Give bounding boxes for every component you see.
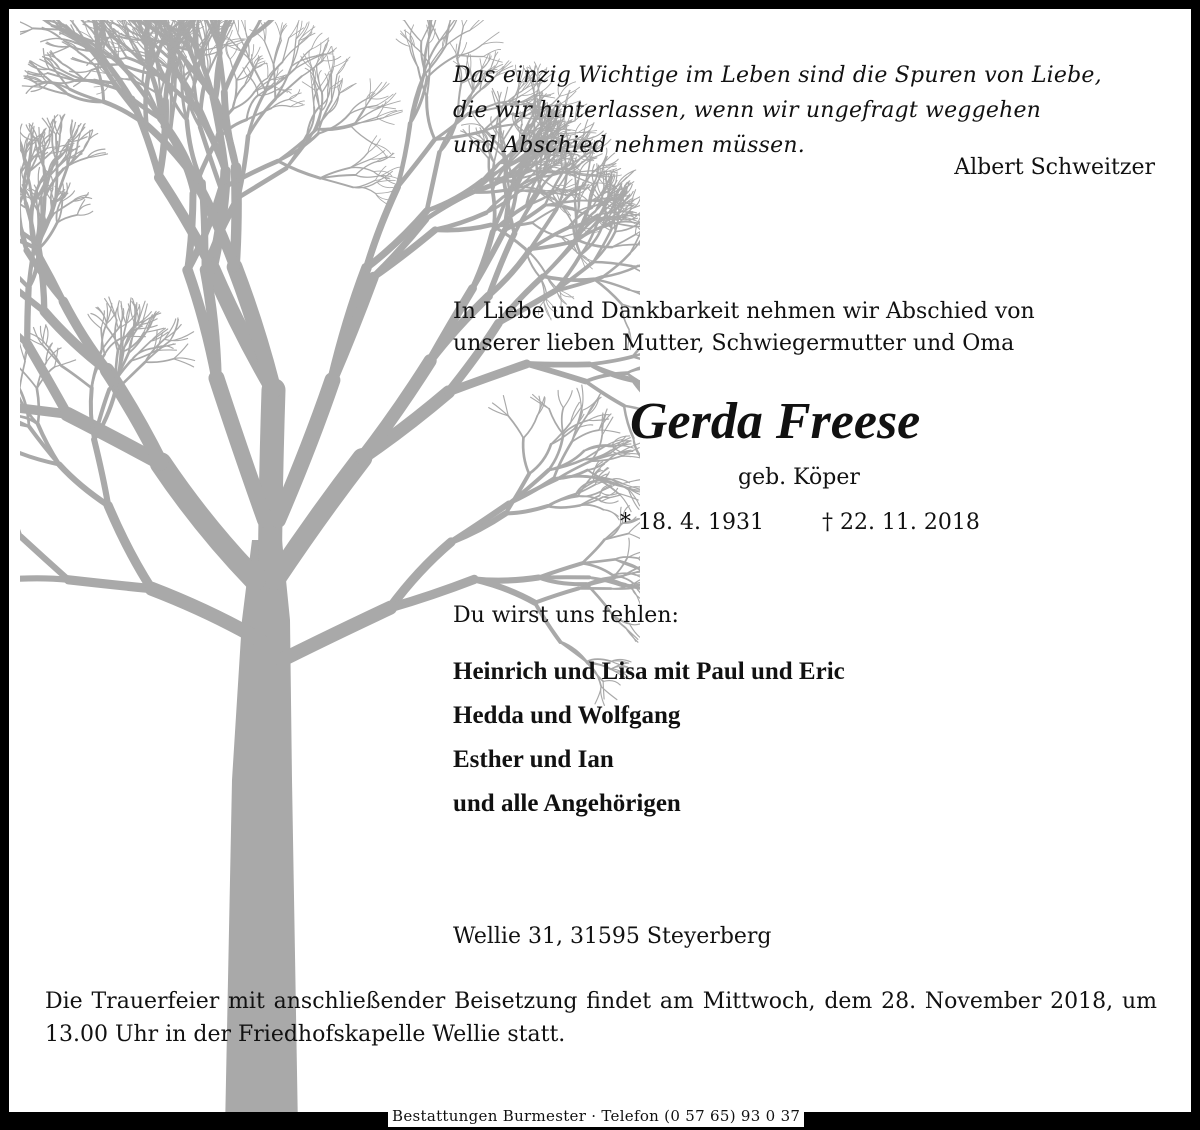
intro-line: In Liebe und Dankbarkeit nehmen wir Abschied von bbox=[453, 299, 1035, 324]
frame-top-border bbox=[0, 0, 1200, 9]
mourner-line: Esther und Ian bbox=[453, 746, 614, 773]
frame-right-border bbox=[1191, 0, 1200, 1130]
life-dates bbox=[620, 510, 980, 535]
funeral-home-footer: Bestattungen Burmester · Telefon (0 57 65) 93 0 37 bbox=[388, 1105, 804, 1127]
birth-date: * 18. 4. 1931 bbox=[620, 510, 764, 535]
funeral-service-notice: Die Trauerfeier mit anschließender Beisetzung findet am Mittwoch, dem 28. November 2018, um 13.00 Uhr in der Friedhofskapelle Wellie statt. bbox=[45, 989, 1157, 1047]
birth-name: geb. Köper bbox=[738, 465, 860, 490]
death-date: † 22. 11. 2018 bbox=[821, 510, 980, 535]
deceased-name: Gerda Freese bbox=[630, 393, 921, 450]
quote-line: die wir hinterlassen, wenn wir ungefragt weggehen bbox=[453, 98, 1042, 123]
quote-block bbox=[453, 58, 1173, 163]
mourner-line: und alle Angehörigen bbox=[453, 790, 681, 817]
mourners-heading: Du wirst uns fehlen: bbox=[453, 603, 679, 628]
intro-line: unserer lieben Mutter, Schwiegermutter und Oma bbox=[453, 331, 1015, 356]
mourner-line: Hedda und Wolfgang bbox=[453, 702, 681, 729]
frame-left-border bbox=[0, 0, 9, 1130]
quote-author: Albert Schweitzer bbox=[954, 155, 1155, 180]
quote-line: und Abschied nehmen müssen. bbox=[453, 133, 805, 158]
family-address: Wellie 31, 31595 Steyerberg bbox=[453, 924, 772, 949]
tree-illustration bbox=[20, 20, 640, 1130]
mourners-list bbox=[453, 650, 845, 826]
quote-line: Das einzig Wichtige im Leben sind die Spuren von Liebe, bbox=[453, 63, 1102, 88]
mourner-line: Heinrich und Lisa mit Paul und Eric bbox=[453, 658, 845, 685]
intro-block bbox=[453, 296, 1035, 360]
